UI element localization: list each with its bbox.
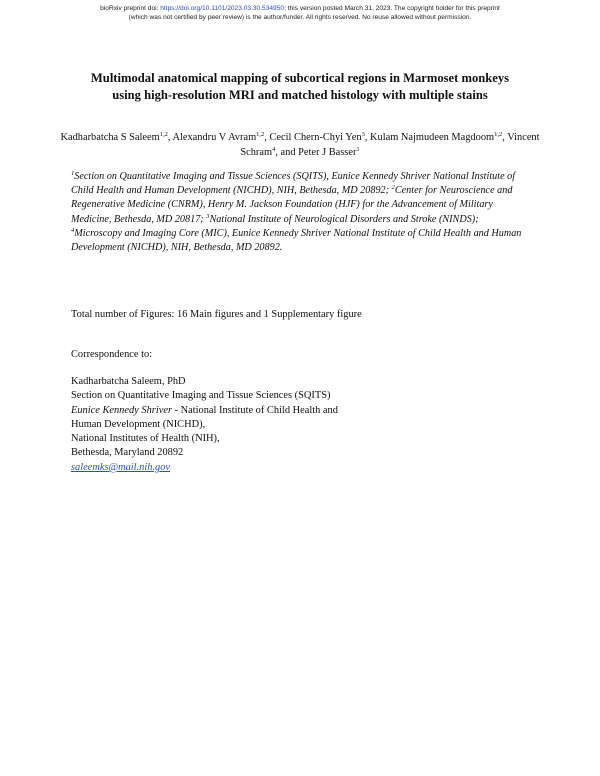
affiliation-sup: 3 [206, 212, 210, 220]
contact-name: Kadharbatcha Saleem, PhD [71, 376, 186, 387]
author [281, 147, 360, 158]
author-name: and Peter J Basser [280, 146, 357, 158]
paper-title-line-2: using high-resolution MRI and matched histology with multiple stains [112, 88, 488, 102]
contact-institute [71, 404, 511, 418]
affiliation-list [71, 170, 531, 255]
affiliation-text: Section on Quantitative Imaging and Tissue Sciences (SQITS), Eunice Kennedy Shriver National Institute of Child Health and Human Development (NICHD), NIH, Bethesda, MD 20892; [71, 171, 516, 197]
author-name: Alexandru V Avram [172, 132, 257, 143]
email-link[interactable]: saleemks@mail.nih.gov [71, 461, 171, 473]
author [269, 132, 370, 143]
author-separator: , [275, 146, 281, 158]
preprint-notice-line-1 [0, 5, 600, 14]
affiliation-sup: 1 [71, 170, 75, 177]
figure-count: Total number of Figures: 16 Main figures and 1 Supplementary figure [71, 309, 362, 320]
author [370, 132, 507, 143]
affiliation-text: Microscopy and Imaging Core (MIC), Eunice Kennedy Shriver National Institute of Child Health and Human Development (NICHD), NIH, Bethesda, MD 20892. [71, 227, 522, 254]
author-affiliation-sup: 1,2 [159, 131, 168, 138]
author-affiliation-sup: 3 [361, 131, 365, 138]
contact-institute-rest: - National Institute of Child Health and [171, 404, 338, 416]
author-affiliation-sup: 1,2 [256, 131, 265, 138]
author-separator: , [364, 132, 371, 143]
affiliation-sup: 4 [71, 226, 75, 234]
contact-city: Bethesda, Maryland 20892 [71, 447, 184, 459]
correspondence-label: Correspondence to: [71, 349, 153, 360]
paper-title-line-1: Multimodal anatomical mapping of subcortical regions in Marmoset monkeys [90, 71, 510, 85]
doi-link[interactable]: https://doi.org/10.1101/2023.03.30.534950 [160, 5, 285, 12]
author-affiliation-sup: 4 [272, 145, 276, 153]
contact-block [71, 375, 511, 475]
author-name: Vincent Schram [240, 132, 540, 158]
author-list [60, 131, 540, 160]
author-name: Kadharbatcha S Saleem [60, 132, 160, 143]
author [60, 132, 172, 143]
preprint-notice [0, 5, 600, 22]
preprint-notice-line-2: (which was not certified by peer review) is the author/funder. All rights reserved. No reuse allowed without permission. [128, 13, 472, 21]
author-separator: , [502, 132, 508, 143]
paper-title [40, 70, 560, 104]
affiliation-sup: 2 [391, 184, 395, 192]
affiliation-text: Center for Neuroscience and Regenerative Medicine (CNRM), Henry M. Jackson Foundation (HJF) for the Advancement of Military Medicine, Bethesda, MD 20817; [71, 185, 513, 225]
notice-suffix: ; this version posted March 31, 2023. The copyright holder for this preprint [284, 5, 500, 12]
author-affiliation-sup: 1 [356, 145, 360, 153]
contact-nih: National Institutes of Health (NIH), [71, 433, 220, 445]
author-separator: , [167, 132, 173, 143]
contact-institute-line-2: Human Development (NICHD), [71, 418, 206, 430]
contact-institute-italic: Eunice Kennedy Shriver [71, 404, 172, 416]
author-name: Cecil Chern-Chyi Yen [269, 132, 362, 143]
contact-section: Section on Quantitative Imaging and Tissue Sciences (SQITS) [71, 390, 331, 402]
author [172, 132, 269, 143]
author-name: Kulam Najmudeen Magdoom [370, 132, 495, 143]
affiliation-text: National Institute of Neurological Disorders and Stroke (NINDS); [209, 213, 479, 225]
notice-prefix: bioRxiv preprint doi: [100, 5, 161, 12]
contact-email-line [71, 461, 511, 475]
author-separator: , [264, 132, 270, 143]
author-affiliation-sup: 1,2 [494, 131, 503, 138]
